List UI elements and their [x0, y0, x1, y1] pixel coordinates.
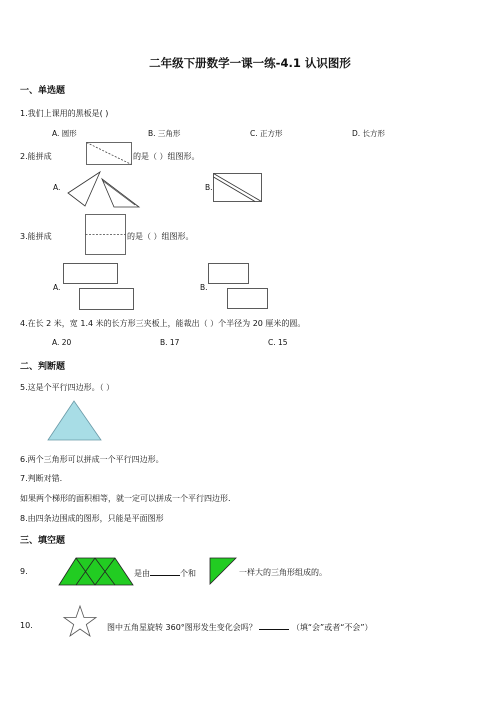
- q3-target-square-figure: [85, 214, 126, 255]
- page-title: 二年级下册数学一课一练-4.1 认识图形: [149, 56, 351, 70]
- q4-option-c[interactable]: C. 15: [268, 338, 288, 347]
- section-heading-single-choice: 一、单选题: [20, 86, 66, 96]
- q3-option-a[interactable]: A.: [53, 283, 61, 292]
- q2-option-b[interactable]: B.: [205, 183, 213, 192]
- question-3-stem-pre: 3.能拼成: [20, 232, 52, 241]
- question-3-stem-post: 的是（ ）组图形。: [127, 232, 194, 241]
- question-6-stem: 6.两个三角形可以拼成一个平行四边形。: [20, 455, 164, 464]
- section-heading-fill-blank: 三、填空题: [20, 536, 66, 546]
- q1-option-d[interactable]: D. 长方形: [352, 129, 386, 138]
- q9-part1: 是由: [134, 569, 150, 578]
- star-icon: [63, 605, 97, 639]
- q1-option-c[interactable]: C. 正方形: [250, 129, 283, 138]
- question-4-stem: 4.在长 2 米，宽 1.4 米的长方形三夹板上，能裁出（ ）个半径为 20 厘米的圆。: [20, 319, 306, 328]
- q9-part2: 个和: [180, 569, 196, 578]
- q5-triangle-figure: [47, 400, 102, 442]
- question-9-text-end: 一样大的三角形组成的。: [239, 568, 327, 577]
- question-2-stem-post: 的是（ ）组图形。: [133, 152, 200, 161]
- q9-answer-blank[interactable]: [150, 567, 180, 576]
- q2-target-rectangle-figure: [86, 142, 132, 165]
- question-10-number: 10.: [20, 621, 33, 630]
- q10-answer-blank[interactable]: [259, 621, 289, 630]
- q1-option-b[interactable]: B. 三角形: [148, 129, 181, 138]
- section-heading-true-false: 二、判断题: [20, 362, 66, 372]
- q9-small-triangle-figure: [209, 557, 237, 585]
- q2-option-a-triangles: [67, 170, 142, 210]
- question-1-stem: 1.我们上课用的黑板是( ): [20, 109, 109, 118]
- q9-trapezoid-figure: [58, 557, 134, 586]
- q3-option-a-rectangles: [60, 263, 135, 313]
- question-7-stem: 7.判断对错.: [20, 474, 63, 483]
- q4-option-a[interactable]: A. 20: [52, 338, 72, 347]
- q10-prompt: 图中五角星旋转 360°图形发生变化会吗？: [107, 623, 257, 632]
- question-10-text: [107, 621, 372, 633]
- q3-option-b-rectangles: [207, 263, 272, 313]
- question-9-text: [134, 567, 196, 579]
- q10-hint: （填“会”或者“不会”）: [291, 623, 373, 632]
- question-8-stem: 8.由四条边围成的图形，只能是平面图形: [20, 514, 164, 523]
- q3-option-b[interactable]: B.: [200, 283, 208, 292]
- q1-option-a[interactable]: A. 圆形: [52, 129, 77, 138]
- q2-option-b-triangles: [213, 173, 263, 203]
- question-9-number: 9.: [20, 567, 28, 576]
- question-7-statement: 如果两个梯形的面积相等，就一定可以拼成一个平行四边形.: [20, 494, 231, 503]
- q2-option-a[interactable]: A.: [53, 183, 61, 192]
- question-5-stem: 5.这是个平行四边形。（ ）: [20, 383, 115, 392]
- q4-option-b[interactable]: B. 17: [160, 338, 180, 347]
- question-2-stem-pre: 2.能拼成: [20, 152, 52, 161]
